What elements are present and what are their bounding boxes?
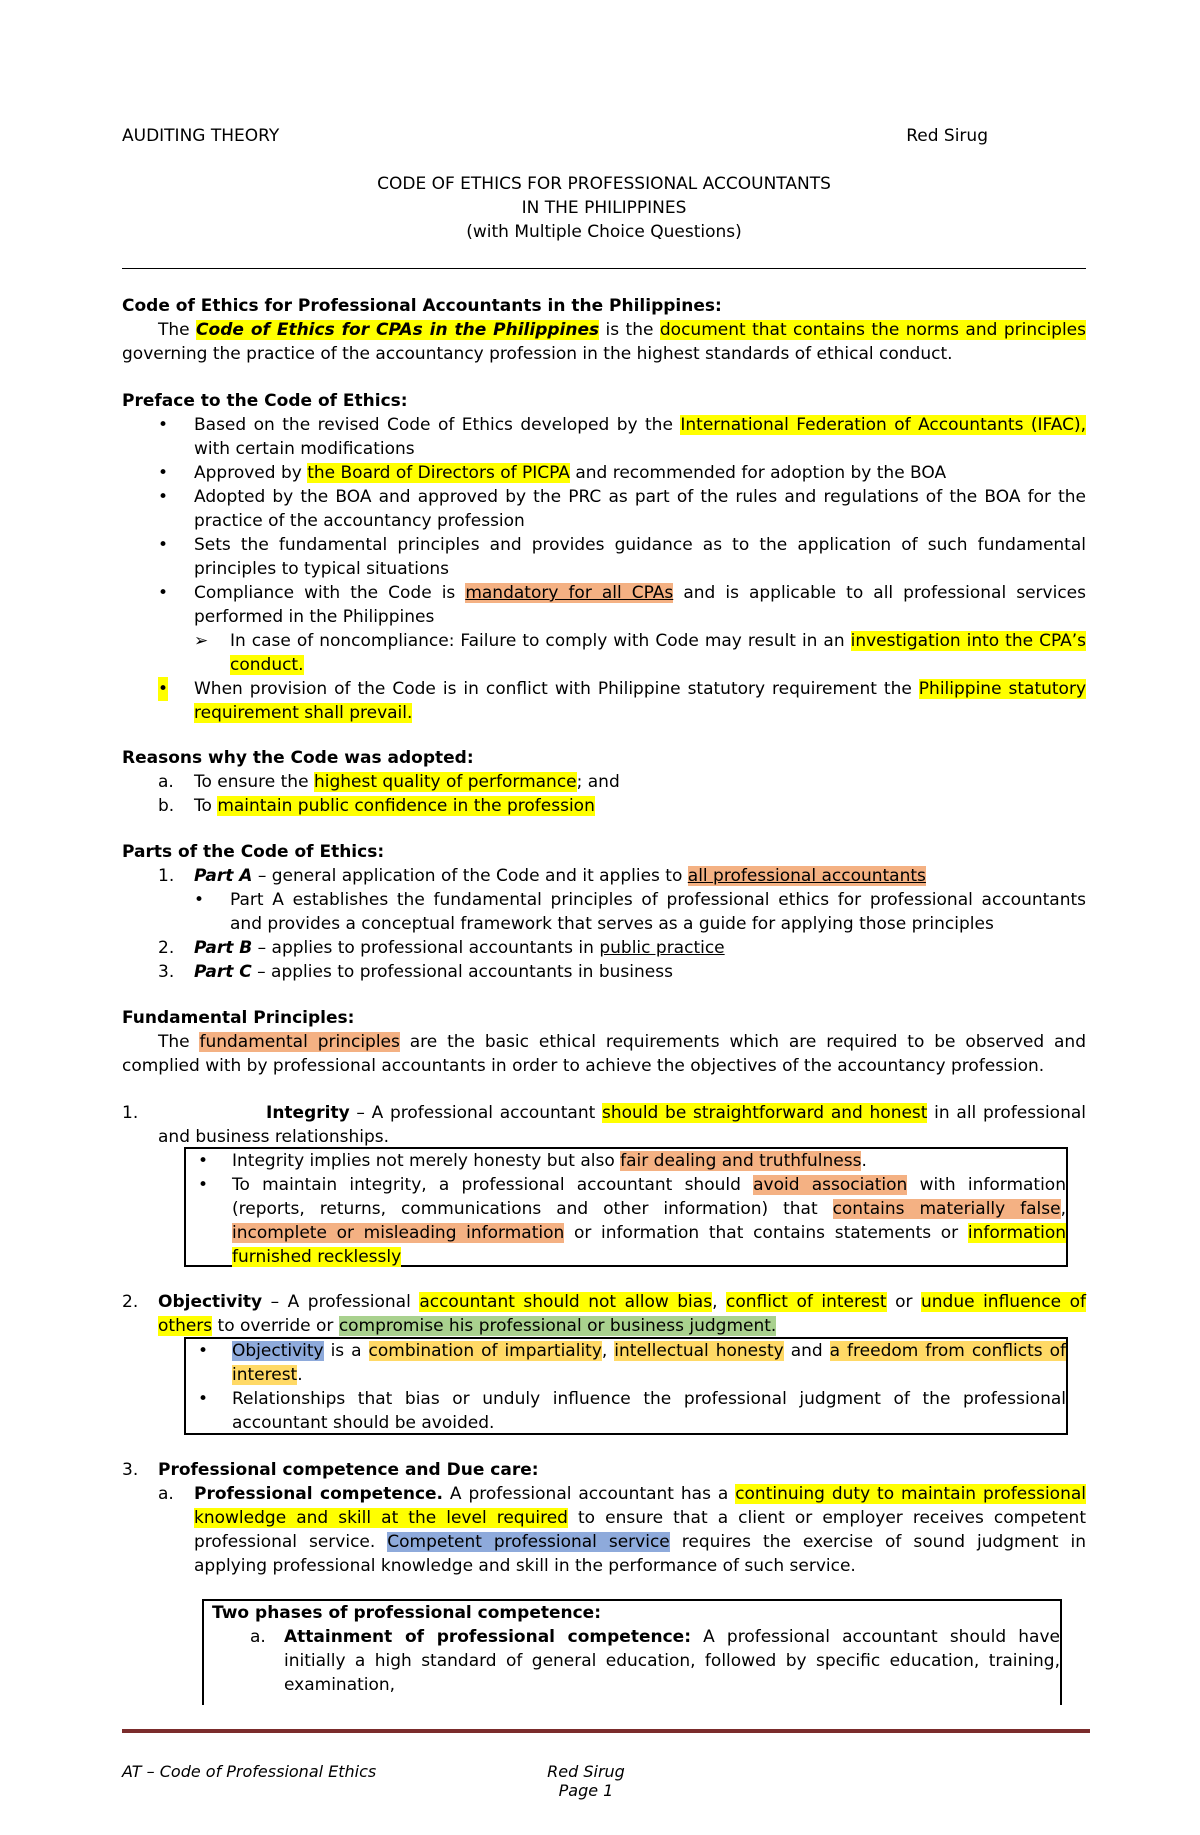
title-divider — [122, 268, 1086, 269]
page-header — [122, 124, 1086, 148]
document-title — [122, 172, 1086, 244]
box-item: a. Attainment of professional competence: A professional accountant should have initially a high standard of general education, followed by specific education, training, examination, — [250, 1627, 1060, 1695]
list-item: • When provision of the Code is in conflict with Philippine statutory requirement the Philippine statutory requirement shall prevail. — [158, 679, 1087, 723]
section-heading: Code of Ethics for Professional Accountants in the Philippines: — [122, 296, 722, 316]
section-preface — [122, 389, 1086, 725]
box-heading: Two phases of professional competence: — [212, 1603, 602, 1623]
principle-objectivity: 2. Objectivity – A professional accountant should not allow bias, conflict of interest or undue influence of others to override or compromise his professional or business judgment. — [122, 1292, 1086, 1336]
list-item: 2. Part B – applies to professional accountants in public practice — [158, 938, 725, 958]
list-item: 1. Part A – general application of the Code and it applies to all professional accountants — [158, 866, 926, 886]
section-parts — [122, 840, 1086, 984]
competence-phases-box — [202, 1599, 1062, 1705]
section-heading: Reasons why the Code was adopted: — [122, 748, 474, 768]
list-item: a. To ensure the highest quality of performance; and — [158, 772, 620, 792]
box-item: • Relationships that bias or unduly influence the professional judgment of the professional accountant should be avoided. — [198, 1389, 1066, 1433]
page-footer — [122, 1762, 1086, 1800]
sub-list-item: • Part A establishes the fundamental principles of professional ethics for professional accountants and provides a conceptual framework that serves as a guide for applying those principles — [194, 890, 1086, 934]
principle-integrity: 1. Integrity – A professional accountant should be straightforward and honest in all professional and business relationships. — [122, 1103, 1086, 1147]
list-item: • Approved by the Board of Directors of PICPA and recommended for adoption by the BOA — [158, 463, 947, 483]
section-reasons — [122, 746, 1086, 818]
paragraph: The fundamental principles are the basic ethical requirements which are required to be observed and complied with by professional accountants in order to achieve the objectives of the accountancy profession. — [122, 1032, 1086, 1076]
paragraph: The Code of Ethics for CPAs in the Philippines is the document that contains the norms and principles governing the practice of the accountancy profession in the highest standards of ethical conduct. — [122, 320, 1086, 364]
title-line-1: CODE OF ETHICS FOR PROFESSIONAL ACCOUNTANTS — [377, 174, 831, 194]
list-item: • Adopted by the BOA and approved by the PRC as part of the rules and regulations of the BOA for the practice of the accountancy profession — [158, 487, 1086, 531]
title-line-2: IN THE PHILIPPINES — [521, 198, 687, 218]
footer-author: Red Sirug — [547, 1762, 625, 1781]
section-heading: Preface to the Code of Ethics: — [122, 391, 408, 411]
header-course: AUDITING THEORY — [122, 126, 280, 146]
principle-competence: 3. Professional competence and Due care: a. Professional competence. A professional accountant has a continuing duty to maintain professional knowledge and skill at the level required to ensure that a client or employer receives competent professional service. Competent professional service requires the exercise of sound judgment in applying professional knowledge and skill in the performance of such service. — [122, 1460, 1087, 1576]
section-heading: Parts of the Code of Ethics: — [122, 842, 385, 862]
list-item: 3. Part C – applies to professional accountants in business — [158, 962, 673, 982]
section-code-of-ethics — [122, 294, 1086, 366]
section-heading: Fundamental Principles: — [122, 1008, 355, 1028]
title-line-3: (with Multiple Choice Questions) — [466, 222, 742, 242]
list-item: a. Professional competence. A professional accountant has a continuing duty to maintain professional knowledge and skill at the level required to ensure that a client or employer receives competent professional service. Competent professional service requires the exercise of sound judgment in applying professional knowledge and skill in the performance of such service. — [158, 1484, 1087, 1576]
section-fundamental-principles — [122, 1006, 1086, 1078]
integrity-box — [184, 1147, 1068, 1267]
list-item: • Compliance with the Code is mandatory for all CPAs and is applicable to all professional services performed in the Philippines — [158, 583, 1086, 627]
page-number: Page 1 — [558, 1781, 614, 1800]
list-item: b. To maintain public confidence in the profession — [158, 796, 595, 816]
header-author: Red Sirug — [906, 126, 988, 146]
footer-title: AT – Code of Professional Ethics — [122, 1762, 377, 1781]
box-item: • Integrity implies not merely honesty but also fair dealing and truthfulness. — [198, 1151, 867, 1171]
sub-list-item: ➢ In case of noncompliance: Failure to comply with Code may result in an investigation into the CPA’s conduct. — [194, 631, 1086, 675]
objectivity-box — [184, 1337, 1068, 1435]
list-item: • Based on the revised Code of Ethics developed by the International Federation of Accountants (IFAC), with certain modifications — [158, 415, 1086, 459]
box-item: • To maintain integrity, a professional accountant should avoid association with information (reports, returns, communications and other information) that contains materially false, incomplete or misleading information or information that contains statements or information furnished recklessly — [198, 1175, 1067, 1267]
footer-divider — [122, 1729, 1090, 1733]
list-item: • Sets the fundamental principles and provides guidance as to the application of such fundamental principles to typical situations — [158, 535, 1086, 579]
box-item: • Objectivity is a combination of impartiality, intellectual honesty and a freedom from conflicts of interest. — [198, 1341, 1067, 1385]
